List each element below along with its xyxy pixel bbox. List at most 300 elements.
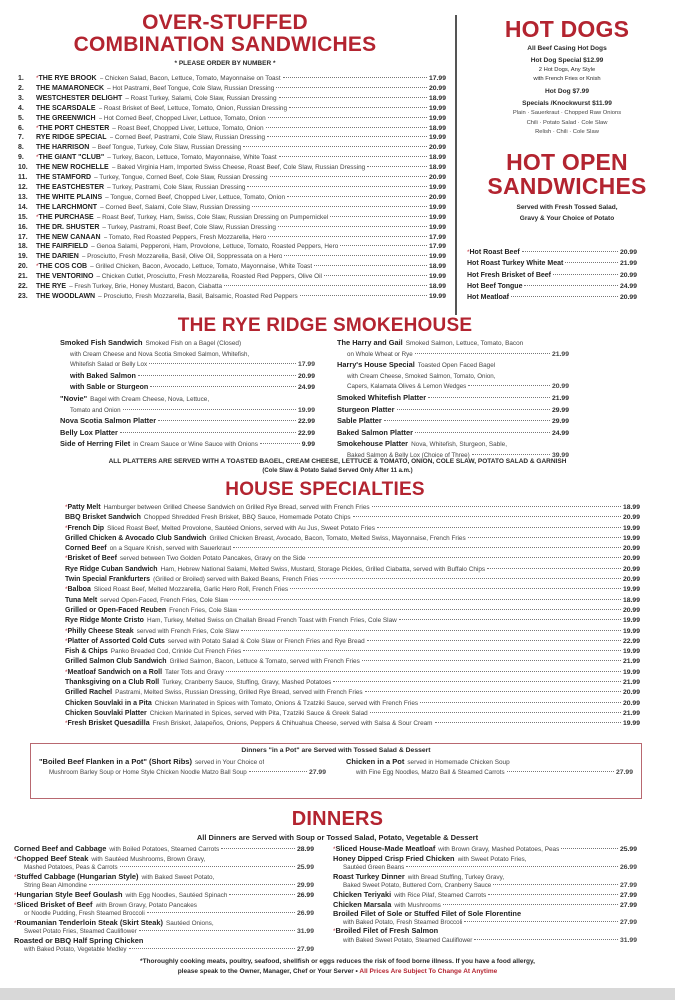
- item-name: Smokehouse Platter: [337, 439, 409, 449]
- item-number: 6.: [18, 124, 24, 132]
- item-desc: with Cream Cheese and Nova Scotia Smoked Salmon, Whitefish,: [70, 350, 250, 358]
- menu-item: [333, 855, 637, 873]
- item-price: 21.99: [622, 679, 640, 687]
- menu-item: [60, 371, 315, 383]
- leader-dots: [284, 255, 427, 256]
- item-name: Smoked Fish Sandwich: [60, 338, 143, 347]
- menu-item: [14, 937, 314, 954]
- item-name: Platter of Assorted Cold Cuts: [67, 637, 165, 645]
- item-desc: Mushroom Barley Soup or Home Style Chicken Noodle Matzo Ball Soup: [49, 768, 247, 776]
- item-line: [333, 873, 637, 883]
- item-desc: – Fresh Turkey, Brie, Honey Mustard, Bacon, Ciabatta: [69, 283, 223, 291]
- item-price: 9.99: [301, 441, 315, 449]
- item-line: [60, 428, 315, 440]
- leader-dots: [267, 136, 427, 137]
- star-icon: *: [65, 586, 68, 594]
- combo-item: [18, 262, 446, 272]
- item-name: with Baked Salmon: [70, 370, 136, 380]
- item-line: [14, 946, 314, 955]
- item-price: 19.99: [428, 223, 446, 231]
- leader-dots: [247, 186, 427, 187]
- hotdogs-subtitle: All Beef Casing Hot Dogs: [527, 45, 607, 52]
- leader-dots: [243, 146, 427, 147]
- star-icon: *: [36, 124, 39, 132]
- item-desc: Bagel with Cream Cheese, Nova, Lettuce,: [90, 395, 210, 403]
- leader-dots: [268, 236, 427, 237]
- item-desc: with Brown Gravy, Mashed Potatoes, Peas: [438, 846, 560, 853]
- combo-item: [18, 203, 446, 213]
- leader-dots: [138, 375, 296, 376]
- leader-dots: [511, 296, 618, 297]
- item-name: Smoked Whitefish Platter: [337, 392, 427, 402]
- combo-item: [18, 84, 446, 94]
- item-name: Belly Lox Platter: [60, 427, 118, 437]
- item-desc: – Hot Corned Beef, Chopped Liver, Lettuce, Tomato, Onion: [98, 114, 266, 122]
- leader-dots: [276, 87, 427, 88]
- hotopen-item: [467, 258, 637, 269]
- item-desc: Toasted Open Faced Bagel: [417, 362, 496, 370]
- item-name: THE HARRISON: [36, 144, 90, 152]
- hotdog-special-desc: 2 Hot Dogs, Any Style: [538, 67, 596, 73]
- item-line: [337, 393, 569, 405]
- leader-dots: [230, 599, 621, 600]
- item-desc: with Sweet Potato Fries,: [457, 855, 527, 863]
- leader-dots: [415, 432, 550, 433]
- item-name: THE PORT CHESTER: [38, 124, 110, 132]
- leader-dots: [428, 397, 550, 398]
- item-name: Hungarian Style Beef Goulash: [16, 889, 123, 899]
- item-price: 20.99: [619, 294, 637, 302]
- item-name: with Sable or Sturgeon: [70, 382, 149, 392]
- leader-dots: [279, 156, 427, 157]
- hotdog-single: Hot Dog $7.99: [545, 88, 589, 95]
- leader-dots: [129, 948, 295, 949]
- item-desc: with Cream Cheese, Smoked Salmon, Tomato, Onion,: [347, 372, 496, 380]
- item-number: 16.: [18, 223, 28, 231]
- hotdog-special: Hot Dog Special $12.99: [530, 57, 604, 64]
- item-price: 18.99: [428, 124, 446, 132]
- item-desc: Chopped Shredded Fresh Brisket, BBQ Sauce, Homemade Potato Chips: [143, 514, 351, 522]
- item-line: [333, 910, 637, 919]
- item-price: 19.99: [428, 114, 446, 122]
- item-desc: French Fries, Cole Slaw: [169, 606, 238, 614]
- item-number: 11.: [18, 174, 28, 182]
- hotopen-list: [467, 247, 637, 303]
- item-number: 5.: [18, 114, 24, 122]
- combo-item: [18, 114, 446, 124]
- hotopen-subtitle: Served with Fresh Tossed Salad,: [516, 203, 618, 211]
- item-desc: or Noodle Pudding, Fresh Steamed Broccoli: [24, 910, 145, 918]
- star-icon: *: [65, 555, 68, 563]
- combo-item: [18, 94, 446, 104]
- item-number: 15.: [18, 213, 28, 221]
- hotopen-item: [467, 281, 637, 292]
- item-desc: with Mushrooms: [394, 901, 441, 909]
- item-name: THE LARCHMONT: [36, 203, 98, 211]
- menu-item: [333, 927, 637, 945]
- leader-dots: [89, 884, 295, 885]
- item-price: 27.99: [619, 882, 637, 890]
- menu-item: [14, 855, 314, 873]
- item-name: Sable Platter: [337, 416, 382, 426]
- item-name: French Dip: [67, 524, 105, 532]
- item-line: [337, 439, 569, 451]
- combo-item: [18, 233, 446, 243]
- menu-item: [60, 416, 315, 428]
- item-name: Baked Salmon Platter: [337, 427, 413, 437]
- item-name: Chicken Souvlaki in a Pita: [65, 699, 152, 707]
- leader-dots: [266, 127, 427, 128]
- item-desc: – Roast Beef, Turkey, Ham, Swiss, Cole Slaw, Russian Dressing on Pumpernickel: [96, 213, 329, 221]
- item-price: 27.99: [308, 768, 326, 776]
- item-price: 20.99: [622, 689, 640, 697]
- star-icon: *: [65, 668, 68, 676]
- star-icon: *: [14, 919, 17, 927]
- item-desc: Hamburger between Grilled Cheese Sandwich on Grilled Rye Bread, served with French Fries: [103, 504, 370, 511]
- item-desc: in Cream Sauce or Wine Sauce with Onions: [133, 441, 258, 449]
- leader-dots: [362, 660, 621, 661]
- house-item: [65, 544, 640, 554]
- item-line: [60, 338, 315, 350]
- toppings-line: Chili · Potato Salad · Cole Slaw: [526, 119, 608, 126]
- leader-dots: [370, 712, 621, 713]
- combo-item: [18, 242, 446, 252]
- item-name: Chicken Souvlaki Platter: [65, 709, 147, 717]
- item-price: 26.99: [296, 910, 314, 918]
- item-desc: – Roast Turkey, Salami, Cole Slaw, Russian Dressing: [125, 94, 277, 102]
- item-price: 20.99: [428, 193, 446, 201]
- leader-dots: [260, 443, 300, 444]
- star-icon: *: [333, 846, 336, 853]
- item-line: [337, 350, 569, 361]
- menu-item: [337, 428, 569, 440]
- item-name: Grilled Chicken & Avocado Club Sandwich: [65, 534, 207, 542]
- item-desc: with Fine Egg Noodles, Matzo Ball & Steamed Carrots: [356, 768, 505, 776]
- leader-dots: [353, 516, 621, 517]
- item-line: [60, 416, 315, 428]
- item-price: 29.99: [551, 406, 569, 414]
- item-desc: Sliced Roast Beef, Melted Mozzarella, Garlic Hero Roll, French Fries: [93, 586, 289, 594]
- leader-dots: [561, 848, 618, 849]
- combo-item: [18, 173, 446, 183]
- item-desc: Nova, Whitefish, Sturgeon, Sable,: [411, 441, 507, 449]
- menu-item: [337, 338, 569, 360]
- item-name: THE MAMARONECK: [36, 84, 105, 92]
- hotopen-subtitle2: Gravy & Your Choice of Potato: [519, 214, 615, 222]
- leader-dots: [283, 77, 427, 78]
- leader-dots: [553, 274, 618, 275]
- item-name: THE PURCHASE: [38, 213, 94, 221]
- item-price: 20.99: [428, 144, 446, 152]
- item-price: 27.99: [619, 918, 637, 926]
- combo-item: [18, 143, 446, 153]
- item-price: 31.99: [619, 936, 637, 944]
- item-desc: on Whole Wheat or Rye: [347, 350, 413, 358]
- item-name: THE NEW CANAAN: [36, 233, 101, 241]
- item-number: 4.: [18, 104, 24, 112]
- item-name: "Boiled Beef Flanken in a Pot" (Short Ribs): [39, 757, 192, 766]
- star-icon: *: [36, 75, 39, 82]
- leader-dots: [147, 912, 295, 913]
- combo-item: [18, 183, 446, 193]
- item-price: 17.99: [428, 75, 446, 82]
- item-desc: Fresh Brisket, Jalapeños, Onions, Peppers & Chihuahua Cheese, served with Salsa & Sour Cream: [152, 720, 433, 728]
- smokehouse-left: [60, 338, 315, 451]
- star-icon: *: [14, 873, 17, 881]
- house-item: [65, 678, 640, 688]
- item-name: Fresh Brisket Quesadilla: [67, 720, 150, 728]
- item-line: [337, 416, 569, 428]
- menu-item: [337, 405, 569, 417]
- item-desc: with Rice Pilaf, Steamed Carrots: [394, 891, 487, 899]
- item-desc: Chicken Marinated in Spices with Tomato, Onions & Tzatziki Sauce, served with French Fries: [154, 699, 419, 707]
- leader-dots: [468, 537, 621, 538]
- item-line: [60, 439, 315, 451]
- leader-dots: [320, 578, 621, 579]
- leader-dots: [314, 265, 427, 266]
- leader-dots: [226, 671, 621, 672]
- item-line: [333, 927, 637, 937]
- item-price: 29.99: [296, 882, 314, 890]
- item-desc: – Grilled Chicken, Bacon, Avocado, Lettuce, Tomato, Mayonnaise, White Toast: [90, 263, 313, 271]
- item-name: Fish & Chips: [65, 648, 108, 656]
- item-price: 25.99: [619, 846, 637, 853]
- leader-dots: [139, 930, 295, 931]
- star-icon: *: [65, 504, 68, 511]
- dinners-right: [333, 845, 637, 946]
- item-name: Rye Ridge Cuban Sandwich: [65, 565, 158, 573]
- combo-item: [18, 124, 446, 134]
- dinners-title: DINNERS: [291, 808, 384, 830]
- menu-item: [337, 393, 569, 405]
- item-name: Grilled Salmon Club Sandwich: [65, 658, 167, 666]
- item-desc: Mashed Potatoes, Peas & Carrots: [24, 864, 118, 872]
- item-desc: Sautéed Onions,: [165, 919, 214, 927]
- house-item: [65, 596, 640, 606]
- item-price: 19.99: [428, 203, 446, 211]
- star-icon: *: [14, 855, 17, 863]
- leader-dots: [488, 894, 618, 895]
- house-item: [65, 688, 640, 698]
- item-name: Hot Beef Tongue: [467, 282, 523, 290]
- item-desc: Sweet Potato Fries, Steamed Cauliflower: [24, 928, 137, 936]
- item-name: THE DR. SHUSTER: [36, 223, 100, 231]
- hotdogs-title: HOT DOGS: [504, 16, 630, 42]
- item-name: Broiled Filet of Fresh Salmon: [335, 926, 439, 936]
- hotopen-item: [467, 270, 637, 281]
- item-desc: Capers, Kalamata Olives & Lemon Wedges: [347, 383, 467, 391]
- leader-dots: [229, 894, 295, 895]
- leader-dots: [158, 420, 296, 421]
- item-price: 19.99: [428, 183, 446, 191]
- item-desc: – Prosciutto, Fresh Mozzarella, Basil, Balsamic, Roasted Red Peppers: [98, 292, 298, 300]
- combo-item: [18, 292, 446, 302]
- item-name: RYE RIDGE SPECIAL: [36, 134, 107, 142]
- item-desc: with Boiled Potatoes, Steamed Carrots: [109, 846, 220, 853]
- menu-item: [60, 394, 315, 416]
- item-price: 20.99: [428, 174, 446, 182]
- item-price: 19.99: [622, 524, 640, 532]
- house-item: [65, 585, 640, 595]
- menu-item: [14, 901, 314, 919]
- item-desc: with Baked Potato, Vegetable Medley: [24, 945, 127, 953]
- item-name: Grilled Rachel: [65, 689, 113, 697]
- platters-note: ALL PLATTERS ARE SERVED WITH A TOASTED BAGEL, CREAM CHEESE, LETTUCE & TOMATO, ONION, COLE SLAW, POTATO SALAD & GARNISH: [108, 458, 567, 465]
- menu-item: [60, 382, 315, 394]
- item-desc: Sliced Roast Beef, Melted Provolone, Sautéed Onions, served with Au Jus, Sweet Potato Fries: [107, 524, 375, 532]
- item-price: 18.99: [428, 164, 446, 172]
- item-line: [337, 338, 569, 350]
- house-item: [65, 534, 640, 544]
- leader-dots: [340, 245, 427, 246]
- item-desc: Ham, Turkey, Melted Swiss on Challah Bread French Toast with French Fries, Cole Slaw: [146, 617, 397, 625]
- item-price: 19.99: [622, 720, 640, 728]
- item-desc: with Brown Gravy, Potato Pancakes: [95, 901, 197, 909]
- item-price: 22.99: [297, 418, 315, 426]
- leader-dots: [468, 385, 550, 386]
- item-desc: with Bread Stuffing, Turkey Gravy,: [407, 873, 505, 881]
- combo-item: [18, 133, 446, 143]
- item-price: 27.99: [615, 768, 633, 776]
- item-name: Hot Fresh Brisket of Beef: [467, 271, 552, 279]
- item-name: Philly Cheese Steak: [67, 627, 134, 635]
- item-desc: served with French Fries, Cole Slaw: [136, 627, 239, 635]
- item-price: 19.99: [622, 617, 640, 625]
- leader-dots: [249, 771, 307, 772]
- item-name: Rye Ridge Monte Cristo: [65, 617, 144, 625]
- leader-dots: [123, 409, 296, 410]
- item-number: 9.: [18, 154, 24, 162]
- item-price: 21.99: [551, 394, 569, 402]
- item-price: 19.99: [428, 273, 446, 281]
- item-price: 20.99: [622, 545, 640, 553]
- item-name: THE WHITE PLAINS: [36, 193, 103, 201]
- item-desc: – Prosciutto, Fresh Mozzarella, Basil, Olive Oil, Soppressata on a Hero: [81, 253, 283, 261]
- star-icon: *: [333, 928, 336, 936]
- platters-note-sub: (Cole Slaw & Potato Salad Served Only After 11 a.m.): [262, 468, 413, 474]
- item-line: [60, 371, 315, 383]
- item-desc: Grilled Salmon, Bacon, Lettuce & Tomato, served with French Fries: [169, 658, 360, 666]
- item-number: 14.: [18, 203, 28, 211]
- item-desc: served Open-Faced, French Fries, Cole Slaw: [100, 596, 229, 604]
- item-desc: – Tomato, Red Roasted Peppers, Fresh Mozzarella, Hero: [103, 233, 267, 241]
- pot-item-flanken: [39, 757, 326, 777]
- item-price: 21.99: [619, 260, 637, 268]
- item-number: 17.: [18, 233, 28, 241]
- hotopen-title: [462, 150, 672, 198]
- item-price: 26.99: [619, 864, 637, 872]
- item-price: 27.99: [296, 945, 314, 953]
- item-name: THE STAMFORD: [36, 174, 92, 182]
- item-name: Chicken in a Pot: [346, 757, 405, 766]
- item-desc: String Bean Almondine: [24, 882, 87, 890]
- item-price: 19.99: [622, 534, 640, 542]
- item-desc: Baked Sweet Potato, Buttered Corn, Cranberry Sauce: [343, 882, 492, 890]
- item-price: 21.99: [622, 658, 640, 666]
- leader-dots: [522, 251, 618, 252]
- leader-dots: [367, 640, 621, 641]
- leader-dots: [367, 166, 427, 167]
- leader-dots: [524, 285, 618, 286]
- item-desc: – Corned Beef, Pastrami, Cole Slaw, Russian Dressing: [109, 134, 266, 142]
- item-line: [14, 855, 314, 865]
- item-desc: – Turkey, Bacon, Lettuce, Tomato, Mayonnaise, White Toast: [107, 154, 277, 162]
- leader-dots: [365, 691, 621, 692]
- item-desc: – Roast Beef, Chopped Liver, Lettuce, Tomato, Onion: [112, 124, 264, 132]
- leader-dots: [300, 295, 427, 296]
- item-number: 2.: [18, 84, 24, 92]
- item-price: 39.99: [551, 451, 569, 459]
- item-name: Brisket of Beef: [67, 555, 117, 563]
- item-name: THE FAIRFIELD: [36, 243, 89, 251]
- item-desc: – Beef Tongue, Turkey, Cole Slaw, Russian Dressing: [92, 144, 242, 152]
- item-name: THE WOODLAWN: [36, 292, 96, 300]
- item-desc: – Chicken Salad, Bacon, Lettuce, Tomato, Mayonnaise on Toast: [99, 75, 281, 82]
- house-item: [65, 524, 640, 534]
- leader-dots: [239, 609, 621, 610]
- item-name: Sliced House-Made Meatloaf: [335, 844, 436, 853]
- item-desc: Ham, Hebrew National Salami, Melted Swiss, Mustard, Storage Pickles, Grilled Ciabatta, served with Buffalo Chips: [160, 565, 486, 573]
- item-name: Corned Beef: [65, 545, 107, 553]
- item-name: Balboa: [67, 586, 91, 594]
- item-desc: served with Potato Salad & Cole Slaw or French Fries and Rye Bread: [167, 637, 365, 645]
- item-price: 20.99: [619, 271, 637, 279]
- menu-item: [14, 919, 314, 937]
- house-item: [65, 554, 640, 564]
- leader-dots: [333, 681, 621, 682]
- star-icon: *: [36, 213, 39, 221]
- house-item: [65, 699, 640, 709]
- item-price: 18.99: [622, 504, 640, 511]
- leader-dots: [279, 97, 427, 98]
- menu-item: [337, 416, 569, 428]
- combo-item: [18, 252, 446, 262]
- item-line: [60, 406, 315, 417]
- item-desc: Baked Salmon & Belly Lox (Choice of Three): [347, 451, 470, 459]
- leader-dots: [464, 921, 618, 922]
- footer: [0, 957, 675, 977]
- item-name: THE SCARSDALE: [36, 104, 96, 112]
- leader-dots: [415, 353, 550, 354]
- item-price: 21.99: [551, 350, 569, 358]
- toppings-line: Relish · Chili · Cole Slaw: [535, 129, 599, 135]
- item-desc: – Genoa Salami, Pepperoni, Ham, Provolone, Lettuce, Tomato, Roasted Peppers, Hero: [91, 243, 339, 251]
- house-item: [65, 606, 640, 616]
- house-item: [65, 503, 640, 513]
- item-desc: Panko Breaded Cod, Crinkle Cut French Fries: [110, 648, 242, 656]
- item-price: 20.99: [297, 372, 315, 380]
- item-number: 19.: [18, 253, 28, 261]
- combo-item: [18, 104, 446, 114]
- item-desc: (Grilled or Broiled) served with Baked Beans, French Fries: [153, 576, 319, 584]
- star-icon: *: [467, 249, 470, 256]
- house-item: [65, 627, 640, 637]
- leader-dots: [268, 117, 427, 118]
- item-desc: with Egg Noodles, Sautéed Spinach: [125, 891, 228, 899]
- item-line: [60, 394, 315, 406]
- item-desc: Pastrami, Melted Swiss, Russian Dressing, Grilled Rye Bread, served with French Fries: [115, 689, 363, 697]
- item-price: 20.99: [622, 699, 640, 707]
- leader-dots: [243, 650, 621, 651]
- star-icon: *: [65, 627, 68, 635]
- house-title: HOUSE SPECIALTIES: [225, 479, 425, 500]
- footer-disclaimer2: please speak to the Owner, Manager, Chef or Your Server •: [177, 968, 358, 975]
- item-desc: – Turkey, Pastrami, Roast Beef, Cole Slaw, Russian Dressing: [102, 223, 276, 231]
- leader-dots: [252, 206, 427, 207]
- pot-box: [30, 743, 642, 799]
- leader-dots: [324, 275, 427, 276]
- item-number: 10.: [18, 164, 28, 172]
